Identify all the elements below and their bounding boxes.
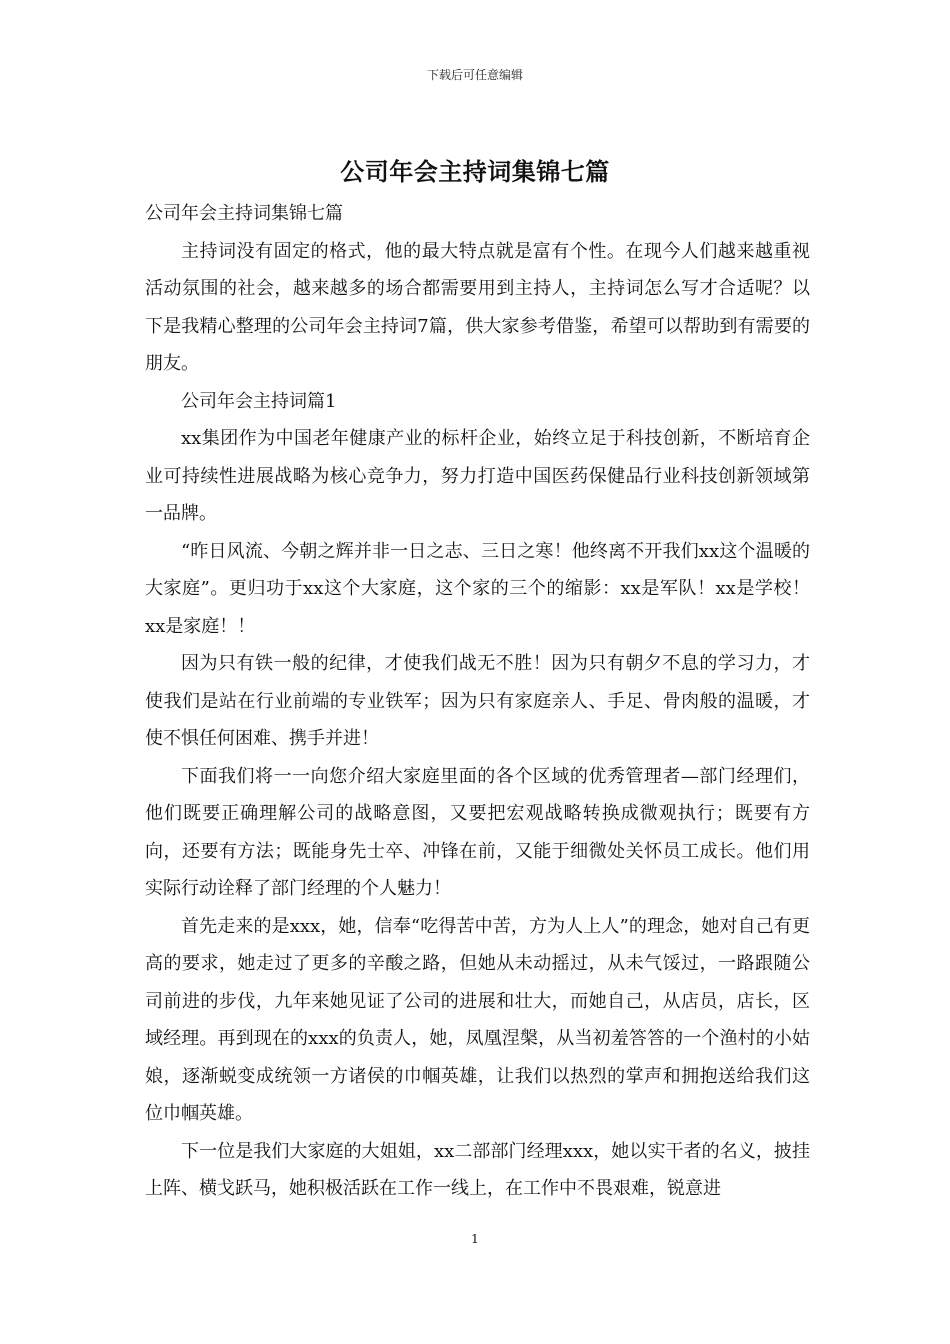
body-paragraph: 首先走来的是xxx，她，信奉“吃得苦中苦，方为人上人”的理念，她对自己有更高的要求，她走过了更多的辛酸之路，但她从未动摇过，从未气馁过，一路跟随公司前进的步伐，九年来她见证了公司的进展和壮大，而她自己，从店员，店长，区域经理。再到现在的xxx的负责人，她，凤凰涅槃，从当初羞答答的一个渔村的小姑娘，逐渐蜕变成统领一方诸侯的巾帼英雄，让我们以热烈的掌声和拥抱送给我们这位巾帼英雄。 (145, 915, 810, 1124)
page-number: 1 (471, 1232, 479, 1246)
subtitle-paragraph: 公司年会主持词集锦七篇 (145, 203, 343, 224)
document-body (145, 195, 810, 1208)
body-paragraph: “昨日风流、今朝之辉并非一日之志、三日之寒！他终离不开我们xx这个温暖的大家庭”。更归功于xx这个大家庭，这个家的三个的缩影：xx是军队！xx是学校！xx是家庭！！ (145, 540, 810, 637)
body-paragraph: 下一位是我们大家庭的大姐姐，xx二部部门经理xxx，她以实干者的名义，披挂上阵、横戈跃马，她积极活跃在工作一线上，在工作中不畏艰难，锐意进 (145, 1140, 810, 1199)
header-note: 下载后可任意编辑 (426, 68, 523, 82)
section-heading: 公司年会主持词篇1 (181, 390, 337, 412)
body-paragraph: 下面我们将一一向您介绍大家庭里面的各个区域的优秀管理者—部门经理们，他们既要正确理解公司的战略意图，又要把宏观战略转换成微观执行；既要有方向，还要有方法；既能身先士卒、冲锋在前，又能于细微处关怀员工成长。他们用实际行动诠释了部门经理的个人魅力！ (145, 765, 810, 899)
body-paragraph: 因为只有铁一般的纪律，才使我们战无不胜！因为只有朝夕不息的学习力，才使我们是站在行业前端的专业铁军；因为只有家庭亲人、手足、骨肉般的温暖，才使不惧任何困难、携手并进！ (145, 653, 810, 749)
body-paragraph: xx集团作为中国老年健康产业的标杆企业，始终立足于科技创新，不断培育企业可持续性进展战略为核心竞争力，努力打造中国医药保健品行业科技创新领域第一品牌。 (145, 428, 810, 524)
document-title: 公司年会主持词集锦七篇 (340, 157, 610, 186)
intro-paragraph: 主持词没有固定的格式，他的最大特点就是富有个性。在现今人们越来越重视活动氛围的社会，越来越多的场合都需要用到主持人，主持词怎么写才合适呢？以下是我精心整理的公司年会主持词7篇，供大家参考借鉴，希望可以帮助到有需要的朋友。 (145, 240, 810, 374)
